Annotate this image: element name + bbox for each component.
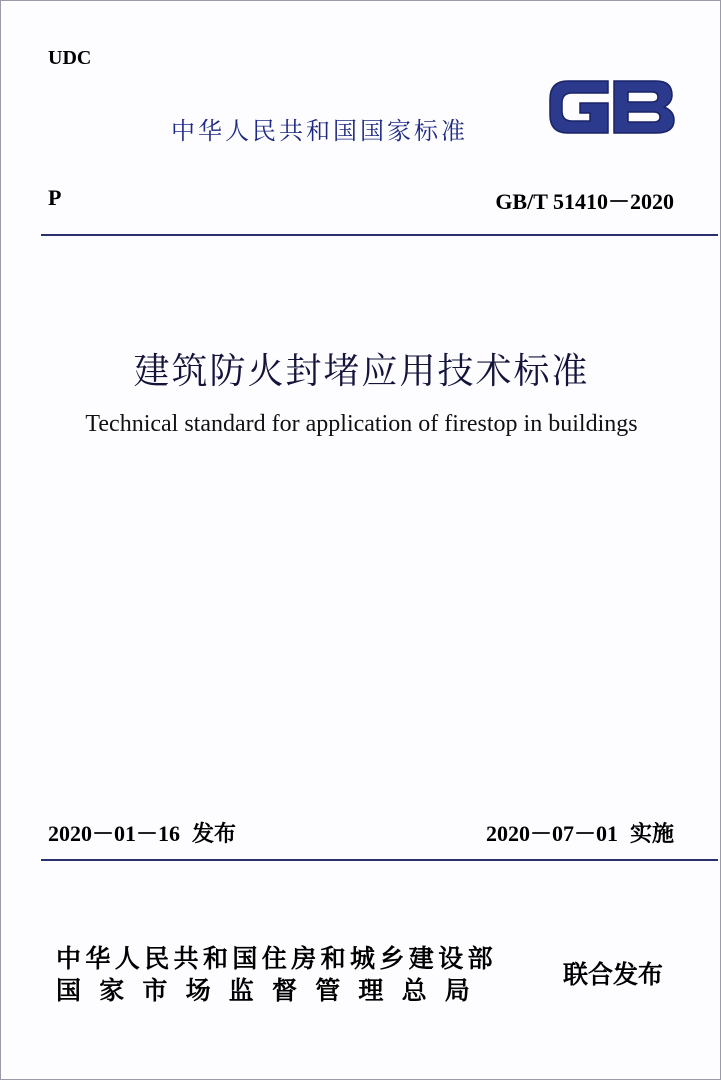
issue-date: 2020－01－16: [48, 821, 181, 846]
issue-date-line: [48, 817, 236, 848]
issue-label: 发布: [192, 822, 237, 847]
udc-label: UDC: [48, 47, 92, 69]
classification-code: P: [48, 185, 62, 210]
effective-label: 实施: [629, 822, 674, 847]
country-standard-heading: 中华人民共和国国家标准: [171, 117, 468, 145]
issuer-ministry: 中华人民共和国住房和城乡建设部: [56, 944, 498, 973]
joint-issue-label: 联合发布: [563, 960, 664, 989]
top-divider: [41, 234, 718, 236]
bottom-divider: [41, 859, 718, 861]
effective-date-line: [486, 817, 674, 848]
title-english: Technical standard for application of firestop in buildings: [85, 411, 638, 437]
issuer-administration: 国家市场监督管理总局: [56, 976, 489, 1005]
standard-number: GB/T 51410－2020: [495, 189, 674, 214]
gb-logo-icon: [546, 73, 676, 141]
title-chinese: 建筑防火封堵应用技术标准: [133, 351, 590, 392]
effective-date: 2020－07－01: [485, 821, 618, 846]
